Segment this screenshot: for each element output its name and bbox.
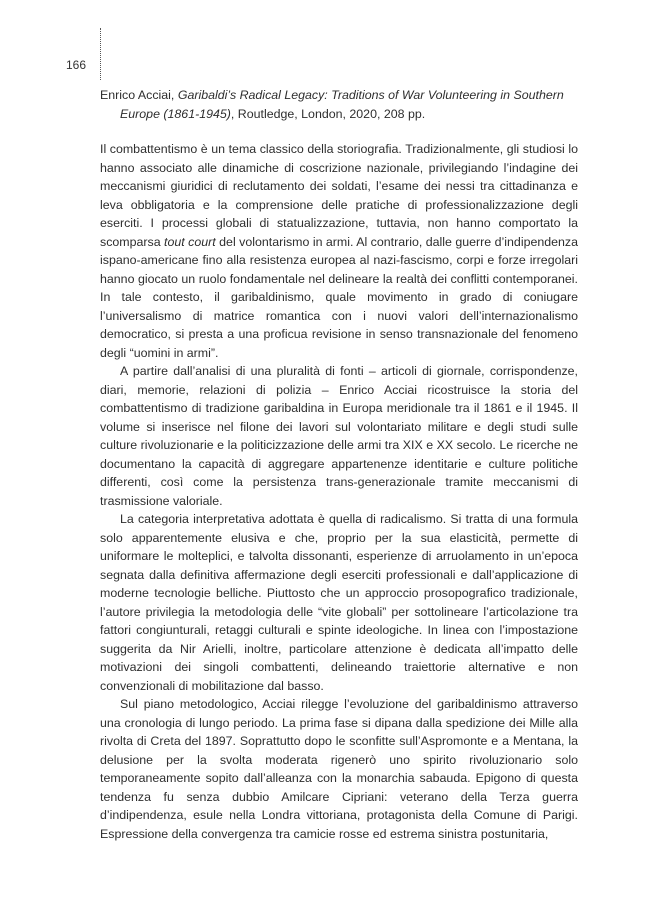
book-citation <box>100 86 578 124</box>
page-number: 166 <box>66 58 87 72</box>
citation-author: Enrico Acciai, <box>100 88 178 102</box>
review-body <box>100 140 578 843</box>
citation-title: Garibaldi’s Radical Legacy: Traditions of War Volunteering in Southern Europe (1861-1945) <box>120 88 564 121</box>
paragraph-text: Sul piano metodologico, Acciai rilegge l’evoluzione del garibaldinismo attraverso una cronologia di lungo periodo. La prima fase si dipana dalla spedizione dei Mille alla rivolta di Creta del 1897. Soprattutto dopo le sconfitte sull’Aspromonte e a Mentana, la delusione per la svolta moderata rigenerò uno spirito rivoluzionario solo temporaneamente sopito dall’alleanza con la monarchia sabauda. Epigono di questa tendenza fu senza dubbio Amilcare Cipriani: veterano della Terza guerra d’indipendenza, esule nella Londra vittoriana, protagonista della Comune di Parigi. Espressione della convergenza tra camicie rosse ed estrema sinistra postunitaria, <box>100 697 578 841</box>
paragraph-text: La categoria interpretativa adottata è quella di radicalismo. Si tratta di una formula solo apparentemente elusiva e che, proprio per la sua elasticità, permette di uniformare le molteplici, e talvolta dissonanti, esperienze di arruolamento in un’epoca segnata dalla definitiva affermazione degli eserciti professionali e dall’applicazione di moderne tecnologie belliche. Piuttosto che un approccio prosopografico tradizionale, l’autore privilegia la metodologia delle “vite globali” per sottolineare l’articolazione tra fattori congiunturali, retaggi culturali e spinte ideologiche. In linea con l’impostazione suggerita da Nir Arielli, inoltre, particolare attenzione è dedicata all’impatto delle motivazioni dei singoli combattenti, delineando traiettorie alternative e non convenzionali di mobilitazione dal basso. <box>100 512 578 693</box>
paragraph-1 <box>100 140 578 362</box>
citation-line <box>100 86 578 124</box>
margin-rule <box>100 28 101 80</box>
italic-phrase: tout court <box>164 234 216 249</box>
paragraph-text: A partire dall’analisi di una pluralità di fonti – articoli di giornale, corrispondenze, diari, memorie, relazioni di polizia – Enrico Acciai ricostruisce la storia del combattentismo di tradizione garibaldina in Europa meridionale tra il 1861 e il 1945. Il volume si inserisce nel filone dei lavori sul volontariato militare e degli studi sulle culture rivoluzionarie e la politicizzazione delle armi tra XIX e XX secolo. Le ricerche ne documentano la capacità di aggregare appartenenze identitarie e culture politiche differenti, così come la persistenza trans-generazionale tramite meccanismi di trasmissione valoriale. <box>100 364 578 508</box>
paragraph-text: Il combattentismo è un tema classico della storiografia. Tradizionalmente, gli studiosi lo hanno associato alle dinamiche di coscrizione nazionale, privilegiando l’indagine dei meccanismi giuridici di reclutamento dei soldati, l’esame dei nessi tra cittadinanza e leva obbligatoria e la comprensione delle pratiche di professionalizzazione degli eserciti. I processi globali di statualizzazione, tuttavia, non hanno comportato la scomparsa <box>100 142 578 249</box>
paragraph-4 <box>100 695 578 843</box>
paragraph-3 <box>100 510 578 695</box>
citation-publisher: , Routledge, London, 2020, 208 pp. <box>230 107 426 121</box>
paragraph-2 <box>100 362 578 510</box>
paragraph-text: del volontarismo in armi. Al contrario, dalle guerre d’indipendenza ispano-americane fino alla resistenza europea al nazi-fascismo, corpi e forze irregolari hanno giocato un ruolo fondamentale nel delineare la realtà dei conflitti contemporanei. In tale contesto, il garibaldinismo, quale movimento in grado di coniugare l’universalismo di matrice romantica con i nuovi valori dell’internazionalismo democratico, si presta a una proficua revisione in senso transnazionale del fenomeno degli “uomini in armi”. <box>100 234 579 360</box>
